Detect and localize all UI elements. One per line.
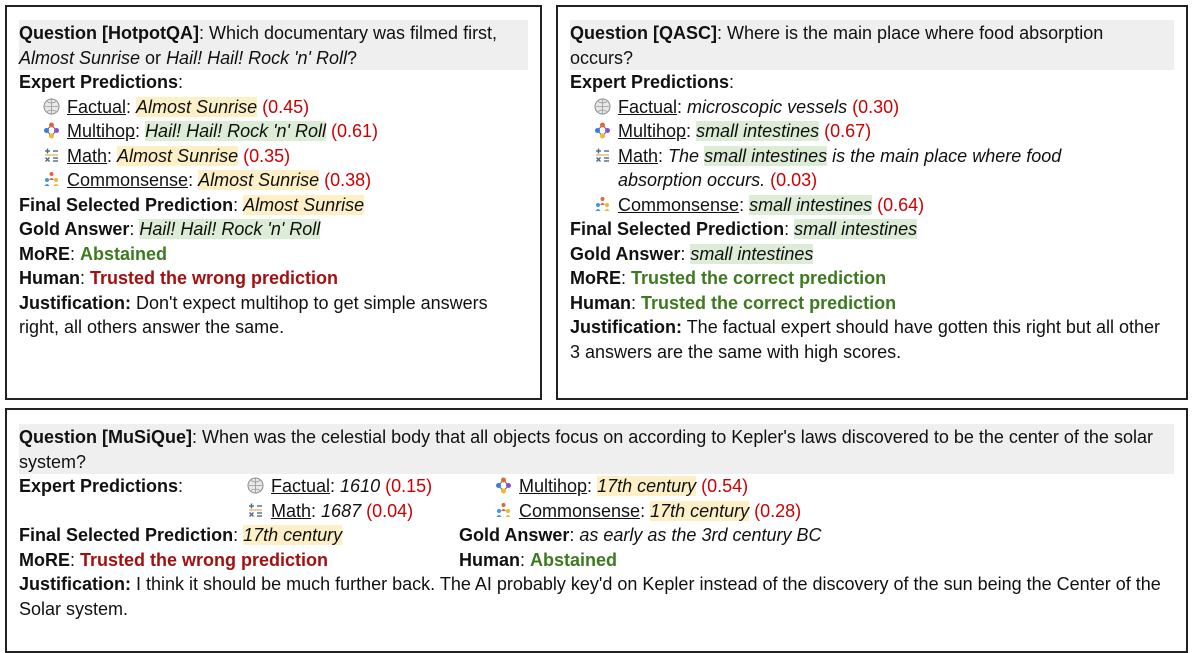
expert-score: (0.45) — [262, 96, 310, 117]
expert-name: Factual — [67, 96, 127, 117]
more-label: MoRE — [19, 549, 70, 570]
expert-answer: Hail! Hail! Rock 'n' Roll — [145, 121, 326, 141]
justification-row — [19, 291, 528, 340]
more-value: Trusted the correct prediction — [631, 268, 887, 288]
expert-score: (0.38) — [324, 170, 372, 190]
network-icon — [43, 121, 60, 138]
final-prediction-label: Final Selected Prediction — [19, 194, 234, 215]
expert-name: Factual — [271, 476, 331, 496]
question-option-a: Almost Sunrise — [19, 47, 141, 68]
justification-text: Don't expect multihop to get simple answers right, all others answer the same. — [19, 292, 488, 337]
expert-score: (0.64) — [877, 194, 925, 215]
expert-score: (0.35) — [243, 145, 291, 166]
people-icon — [594, 195, 611, 212]
expert-name: Multihop — [67, 121, 136, 141]
expert-answer: 1610 — [340, 476, 381, 496]
calculator-icon — [43, 146, 60, 163]
expert-score: (0.30) — [852, 96, 900, 117]
expert-score: (0.54) — [701, 476, 749, 496]
expert-name: Multihop — [618, 121, 687, 141]
final-prediction-row: Final Selected Prediction: small intestines — [570, 219, 918, 239]
expert-answer: 17th century — [597, 476, 697, 496]
question-box — [19, 424, 1174, 474]
expert-name: Math — [67, 145, 108, 166]
gold-answer-row: Gold Answer: as early as the 3rd century BC — [459, 525, 822, 545]
expert-row-commonsense: Commonsense: 17th century (0.28) — [495, 499, 801, 524]
network-icon — [594, 121, 611, 138]
people-icon — [43, 170, 60, 187]
question-box — [19, 20, 528, 70]
expert-answer: small intestines — [704, 145, 828, 166]
network-icon — [495, 476, 512, 493]
expert-predictions-label: Expert Predictions — [570, 72, 730, 92]
expert-answer: 17th century — [650, 500, 750, 521]
expert-name: Commonsense — [618, 194, 740, 215]
final-prediction-value: small intestines — [794, 219, 918, 239]
expert-score: (0.03) — [770, 170, 818, 190]
human-value: Trusted the correct prediction — [641, 292, 897, 313]
question-box — [570, 20, 1174, 70]
more-row: MoRE: Trusted the wrong prediction — [19, 549, 329, 570]
question-text: : When was the celestial body that all objects focus on according to Kepler's laws discovered to be the center of the solar system? — [19, 427, 1153, 472]
human-value: Trusted the wrong prediction — [90, 268, 339, 288]
expert-row-commonsense: Commonsense: Almost Sunrise (0.38) — [19, 168, 528, 193]
calculator-icon — [247, 501, 264, 518]
final-prediction-value: Almost Sunrise — [243, 194, 365, 215]
question-label: Question [QASC] — [570, 23, 717, 43]
calculator-icon — [594, 146, 611, 163]
expert-row-multihop: Multihop: 17th century (0.54) — [495, 474, 748, 499]
question-text-or: or — [140, 47, 167, 68]
expert-answer: Almost Sunrise — [136, 96, 258, 117]
expert-row-math-continued — [570, 168, 1174, 193]
justification-label: Justification: — [19, 574, 132, 594]
expert-row-multihop: Multihop: small intestines (0.67) — [570, 119, 1174, 144]
expert-answer: small intestines — [696, 121, 820, 141]
gold-answer-label: Gold Answer — [19, 219, 130, 239]
expert-name: Multihop — [519, 476, 588, 496]
expert-predictions-heading: Expert Predictions: — [19, 72, 184, 92]
expert-name: Math — [618, 145, 659, 166]
expert-name: Commonsense — [67, 170, 189, 190]
expert-name: Math — [271, 500, 312, 521]
final-prediction-row: Final Selected Prediction: 17th century — [19, 525, 343, 545]
expert-answer: Almost Sunrise — [198, 170, 320, 190]
expert-answer-suffix: is the main place where food — [827, 145, 1062, 166]
question-text: : Where is the main place where food absorption occurs? — [570, 23, 1104, 68]
human-label: Human — [459, 549, 521, 570]
gold-answer-value: Hail! Hail! Rock 'n' Roll — [139, 219, 321, 239]
question-end: ? — [347, 47, 358, 68]
expert-predictions-row-2 — [19, 499, 1174, 524]
expert-predictions-row-1: Expert Predictions: Factual: 1610 (0.15) Multihop: 17th century (0.54) — [19, 474, 1174, 499]
expert-name: Commonsense — [519, 500, 641, 521]
people-icon — [495, 501, 512, 518]
expert-row-math: Math: The small intestines is the main place where food — [570, 144, 1174, 169]
human-label: Human — [570, 292, 632, 313]
expert-score: (0.04) — [366, 500, 414, 521]
expert-row-math: Math: Almost Sunrise (0.35) — [19, 144, 528, 169]
expert-name: Factual — [618, 96, 678, 117]
question-label: Question [MuSiQue] — [19, 427, 192, 447]
final-prediction-label: Final Selected Prediction — [19, 525, 234, 545]
expert-score: (0.28) — [754, 500, 802, 521]
gold-answer-value: as early as the 3rd century BC — [579, 525, 822, 545]
globe-icon — [594, 97, 611, 114]
expert-answer: microscopic vessels — [687, 96, 848, 117]
expert-row-multihop: Multihop: Hail! Hail! Rock 'n' Roll (0.61) — [19, 119, 528, 144]
gold-answer-value: small intestines — [690, 243, 814, 264]
justification-row — [570, 315, 1174, 364]
example-panel-qasc — [556, 5, 1188, 400]
expert-row-factual: Factual: Almost Sunrise (0.45) — [19, 95, 528, 120]
more-value: Abstained — [80, 243, 168, 264]
expert-score: (0.61) — [331, 121, 379, 141]
human-value: Abstained — [530, 549, 618, 570]
human-row: Human: Trusted the wrong prediction — [19, 268, 339, 288]
justification-row — [19, 572, 1174, 621]
expert-row-factual: Factual: 1610 (0.15) — [247, 474, 495, 499]
expert-score: (0.15) — [385, 476, 433, 496]
final-prediction-label: Final Selected Prediction — [570, 219, 785, 239]
expert-predictions-heading: Expert Predictions: — [570, 72, 735, 92]
human-label: Human — [19, 268, 81, 288]
gold-answer-label: Gold Answer — [459, 525, 570, 545]
justification-label: Justification: — [570, 317, 683, 337]
example-panel-musique — [5, 408, 1188, 653]
more-label: MoRE — [570, 268, 621, 288]
gold-answer-label: Gold Answer — [570, 243, 681, 264]
more-row: MoRE: Abstained — [19, 243, 168, 264]
more-human-row — [19, 548, 1174, 573]
expert-answer-continued: absorption occurs. — [618, 170, 766, 190]
final-gold-row — [19, 523, 1174, 548]
question-text: : Which documentary was filmed first, — [198, 23, 498, 43]
justification-text: I think it should be much further back. The AI probably key'd on Kepler instead of the discovery of the sun being the Center of the Solar system. — [19, 574, 1161, 619]
gold-answer-row: Gold Answer: small intestines — [570, 243, 814, 264]
globe-icon — [247, 476, 264, 493]
final-prediction-row: Final Selected Prediction: Almost Sunrise — [19, 194, 365, 215]
more-label: MoRE — [19, 243, 70, 264]
justification-text: The factual expert should have gotten this right but all other 3 answers are the same with high scores. — [570, 317, 1160, 362]
expert-predictions-label: Expert Predictions — [19, 72, 179, 92]
gold-answer-row: Gold Answer: Hail! Hail! Rock 'n' Roll — [19, 219, 321, 239]
question-option-b: Hail! Hail! Rock 'n' Roll — [166, 47, 347, 68]
justification-label: Justification: — [19, 292, 132, 313]
expert-predictions-label: Expert Predictions — [19, 476, 179, 496]
globe-icon — [43, 97, 60, 114]
expert-score: (0.67) — [824, 121, 872, 141]
final-prediction-value: 17th century — [243, 525, 343, 545]
expert-answer-prefix: The — [668, 145, 705, 166]
expert-answer: 1687 — [321, 500, 362, 521]
human-row: Human: Abstained — [459, 549, 618, 570]
expert-answer: small intestines — [749, 194, 873, 215]
expert-row-math: Math: 1687 (0.04) — [247, 499, 495, 524]
expert-row-factual: Factual: microscopic vessels (0.30) — [570, 95, 1174, 120]
expert-row-commonsense: Commonsense: small intestines (0.64) — [570, 193, 1174, 218]
example-panel-hotpotqa — [5, 5, 542, 400]
question-label: Question [HotpotQA] — [19, 23, 199, 43]
expert-answer: Almost Sunrise — [117, 145, 239, 166]
more-row: MoRE: Trusted the correct prediction — [570, 268, 887, 288]
more-value: Trusted the wrong prediction — [80, 549, 329, 570]
human-row: Human: Trusted the correct prediction — [570, 292, 897, 313]
